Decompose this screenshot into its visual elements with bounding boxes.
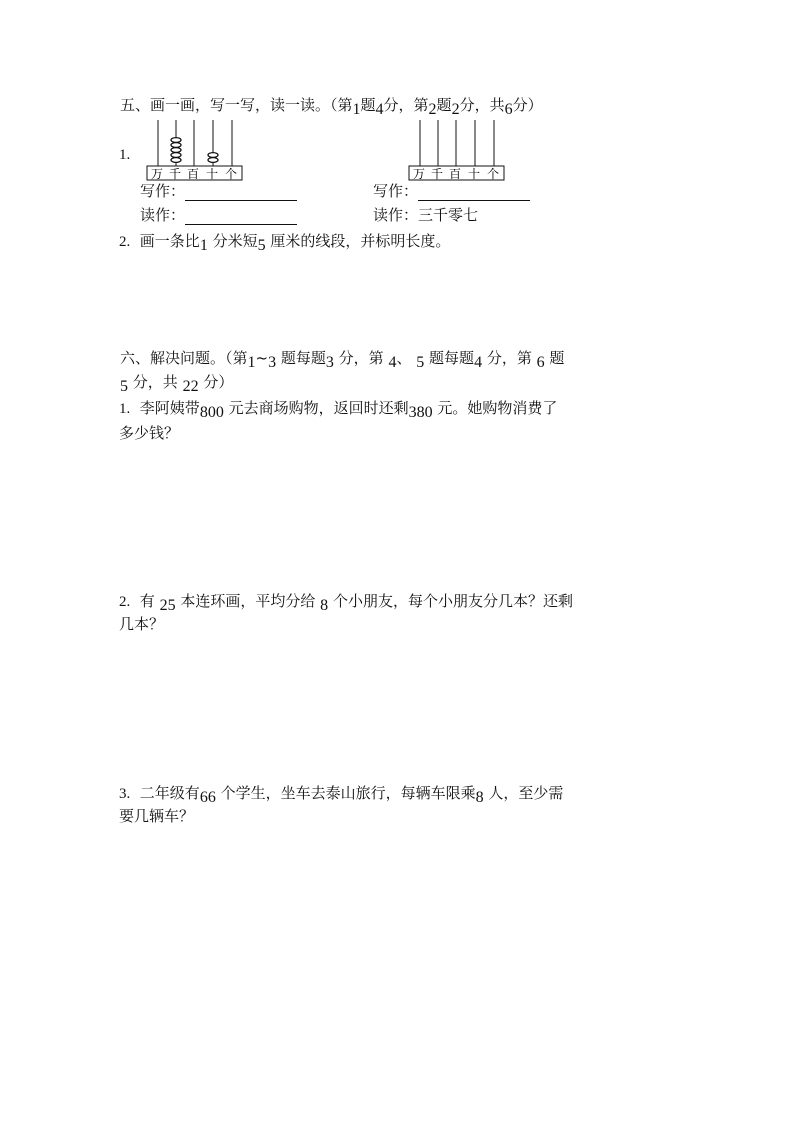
read-label: 读作：: [140, 206, 186, 224]
abacus-bead: [171, 158, 181, 163]
question-number: 1.: [119, 147, 131, 163]
heading-text: 题: [436, 96, 452, 114]
abacus-left: [146, 118, 244, 182]
read-row-right: [373, 205, 478, 225]
write-answer-blank[interactable]: [185, 182, 297, 201]
question-text: 有: [139, 592, 155, 610]
heading-text: 分，共: [459, 96, 505, 114]
heading-number: 2: [451, 101, 460, 118]
question-text: 分米短: [212, 232, 258, 250]
heading-text: 分）: [512, 96, 543, 114]
write-row-right: [373, 181, 530, 201]
heading-number: 22: [182, 378, 199, 395]
heading-text: 分）: [203, 373, 234, 391]
heading-number: 5: [416, 354, 425, 371]
question-text: 厘米的线段，并标明长度。: [270, 232, 451, 250]
heading-number: 3: [325, 354, 334, 371]
heading-text: 六、解决问题。（第: [120, 349, 248, 367]
abacus-right: [408, 118, 506, 182]
question-text: 画一条比: [139, 232, 200, 250]
heading-number: 6: [504, 101, 513, 118]
read-row-left: [140, 205, 297, 225]
abacus-bead: [171, 148, 181, 153]
heading-text: 、: [396, 349, 412, 367]
write-row-left: [140, 181, 297, 201]
abacus-bead: [171, 143, 181, 148]
abacus-label-wan: 万: [151, 167, 164, 181]
question-text: 元。她购物消费了: [437, 399, 558, 417]
question-text: 个学生，坐车去泰山旅行，每辆车限乘: [220, 784, 476, 802]
heading-number: 4: [375, 101, 384, 118]
abacus-bead: [208, 158, 218, 163]
heading-text: 分，共: [132, 373, 178, 391]
heading-text: 题每题: [280, 349, 326, 367]
heading-number: 3: [268, 354, 277, 371]
abacus-bead: [208, 153, 218, 158]
abacus-label-qian: 千: [431, 167, 444, 181]
section5-heading: [120, 95, 543, 116]
question-number-value: 8: [320, 597, 329, 614]
question-number-value: 1: [199, 237, 208, 254]
abacus-right-drawing: [408, 118, 506, 182]
problem-1-line1: [119, 398, 557, 419]
heading-text: 题每题: [429, 349, 475, 367]
question-number-value: 25: [159, 597, 176, 614]
abacus-bead: [171, 153, 181, 158]
question-number: 1.: [119, 401, 131, 417]
abacus-label-ge: 个: [225, 167, 238, 181]
heading-number: 1: [247, 354, 256, 371]
abacus-beads-thousands: [171, 138, 181, 163]
abacus-label-bai: 百: [449, 167, 462, 181]
heading-number: 1: [352, 101, 361, 118]
heading-text: 题: [549, 349, 565, 367]
question-text: 二年级有: [139, 784, 200, 802]
question-number-value: 380: [408, 404, 433, 421]
abacus-label-qian: 千: [169, 167, 182, 181]
question-text: 元去商场购物，返回时还剩: [228, 399, 409, 417]
problem-3-line2: 要几辆车？: [119, 807, 195, 825]
problem-2-line1: [119, 591, 573, 612]
heading-number: 4: [474, 354, 483, 371]
read-label: 读作：: [373, 206, 419, 224]
abacus-label-wan: 万: [413, 167, 426, 181]
heading-text: 分，第: [486, 349, 532, 367]
question-number-value: 66: [199, 789, 216, 806]
section6-heading-line2: [120, 372, 233, 393]
problem-3-line1: [119, 783, 563, 804]
write-answer-blank[interactable]: [418, 182, 530, 201]
question-text: 李阿姨带: [139, 399, 200, 417]
heading-text: 分，第: [338, 349, 384, 367]
question-number-value: 800: [199, 404, 224, 421]
abacus-left-drawing: [146, 118, 244, 182]
abacus-label-ge: 个: [487, 167, 500, 181]
abacus-label-shi: 十: [468, 167, 481, 181]
problem-1-line2: 多少钱？: [119, 424, 180, 442]
question-text: 个小朋友，每个小朋友分几本？还剩: [332, 592, 573, 610]
question-number: 3.: [119, 786, 131, 802]
heading-number: 6: [536, 354, 545, 371]
write-label: 写作：: [373, 182, 419, 200]
question-number-value: 5: [257, 237, 266, 254]
question-text: 人，至少需: [488, 784, 564, 802]
question-number: 2.: [119, 594, 131, 610]
heading-number: 2: [428, 101, 437, 118]
heading-number: 5: [120, 378, 128, 395]
heading-text: 题: [360, 96, 376, 114]
abacus-label-bai: 百: [187, 167, 200, 181]
abacus-label-shi: 十: [206, 167, 219, 181]
problem-2-line2: 几本？: [119, 615, 165, 633]
section5-question2: [119, 231, 450, 252]
question-text: 本连环画，平均分给: [180, 592, 316, 610]
read-answer: 三千零七: [418, 206, 479, 224]
heading-text: ~: [255, 349, 269, 367]
write-label: 写作：: [140, 182, 186, 200]
abacus-bead: [171, 138, 181, 143]
heading-text: 分，第: [383, 96, 429, 114]
abacus-beads-tens: [208, 153, 218, 163]
heading-text: 五、画一画，写一写，读一读。（第: [120, 96, 353, 114]
question-number: 2.: [119, 234, 131, 250]
read-answer-blank[interactable]: [185, 206, 297, 225]
heading-number: 4: [388, 354, 397, 371]
section6-heading: [120, 348, 564, 369]
question-number-value: 8: [475, 789, 484, 806]
